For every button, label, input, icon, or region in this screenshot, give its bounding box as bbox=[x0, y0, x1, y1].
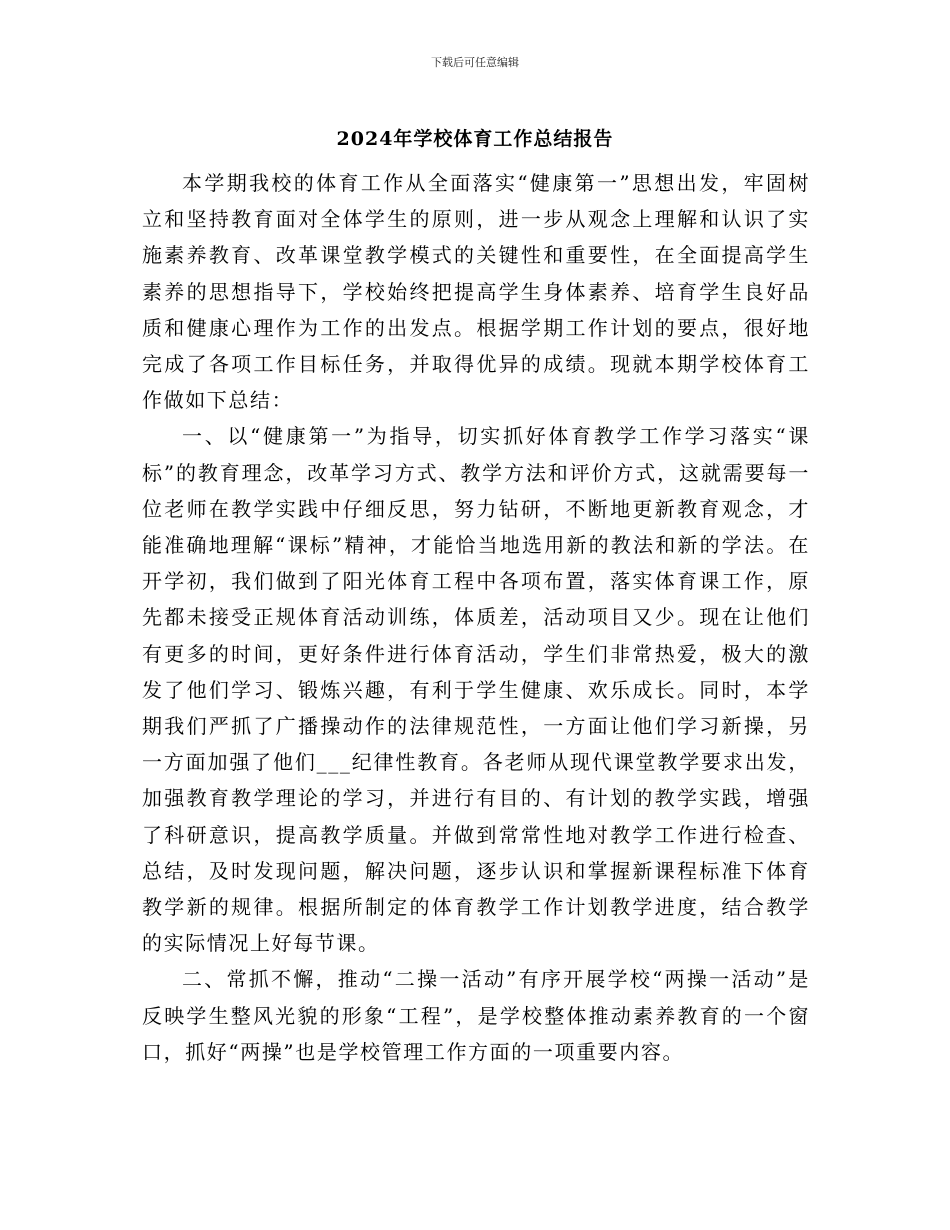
header-note: 下载后可任意编辑 bbox=[431, 56, 519, 69]
paragraph-section-2: 二、常抓不懈，推动“二操一活动”有序开展学校“两操一活动”是反映学生整风光貌的形象“工程”，是学校整体推动素养教育的一个窗口，抓好“两操”也是学校管理工作方面的一项重要内容。 bbox=[142, 967, 810, 1064]
document-title: 2024年学校体育工作总结报告 bbox=[336, 128, 614, 150]
paragraph-intro: 本学期我校的体育工作从全面落实“健康第一”思想出发，牢固树立和坚持教育面对全体学生的原则，进一步从观念上理解和认识了实施素养教育、改革课堂教学模式的关键性和重要性，在全面提高学生素养的思想指导下，学校始终把提高学生身体素养、培育学生良好品质和健康心理作为工作的出发点。根据学期工作计划的要点，很好地完成了各项工作目标任务，并取得优异的成绩。现就本期学校体育工作做如下总结： bbox=[142, 171, 810, 413]
document-body bbox=[142, 165, 810, 1070]
paragraph-section-1: 一、以“健康第一”为指导，切实抓好体育教学工作学习落实“课标”的教育理念，改革学习方式、教学方法和评价方式，这就需要每一位老师在教学实践中仔细反思，努力钻研，不断地更新教育观念，才能准确地理解“课标”精神，才能恰当地选用新的教法和新的学法。在开学初，我们做到了阳光体育工程中各项布置，落实体育课工作，原先都未接受正规体育活动训练，体质差，活动项目又少。现在让他们有更多的时间，更好条件进行体育活动，学生们非常热爱，极大的激发了他们学习、锻炼兴趣，有利于学生健康、欢乐成长。同时，本学期我们严抓了广播操动作的法律规范性，一方面让他们学习新操，另一方面加强了他们___纪律性教育。各老师从现代课堂教学要求出发，加强教育教学理论的学习，并进行有目的、有计划的教学实践，增强了科研意识，提高教学质量。并做到常常性地对教学工作进行检查、总结，及时发现问题，解决问题，逐步认识和掌握新课程标准下体育教学新的规律。根据所制定的体育教学工作计划教学进度，结合教学的实际情况上好每节课。 bbox=[142, 424, 810, 956]
